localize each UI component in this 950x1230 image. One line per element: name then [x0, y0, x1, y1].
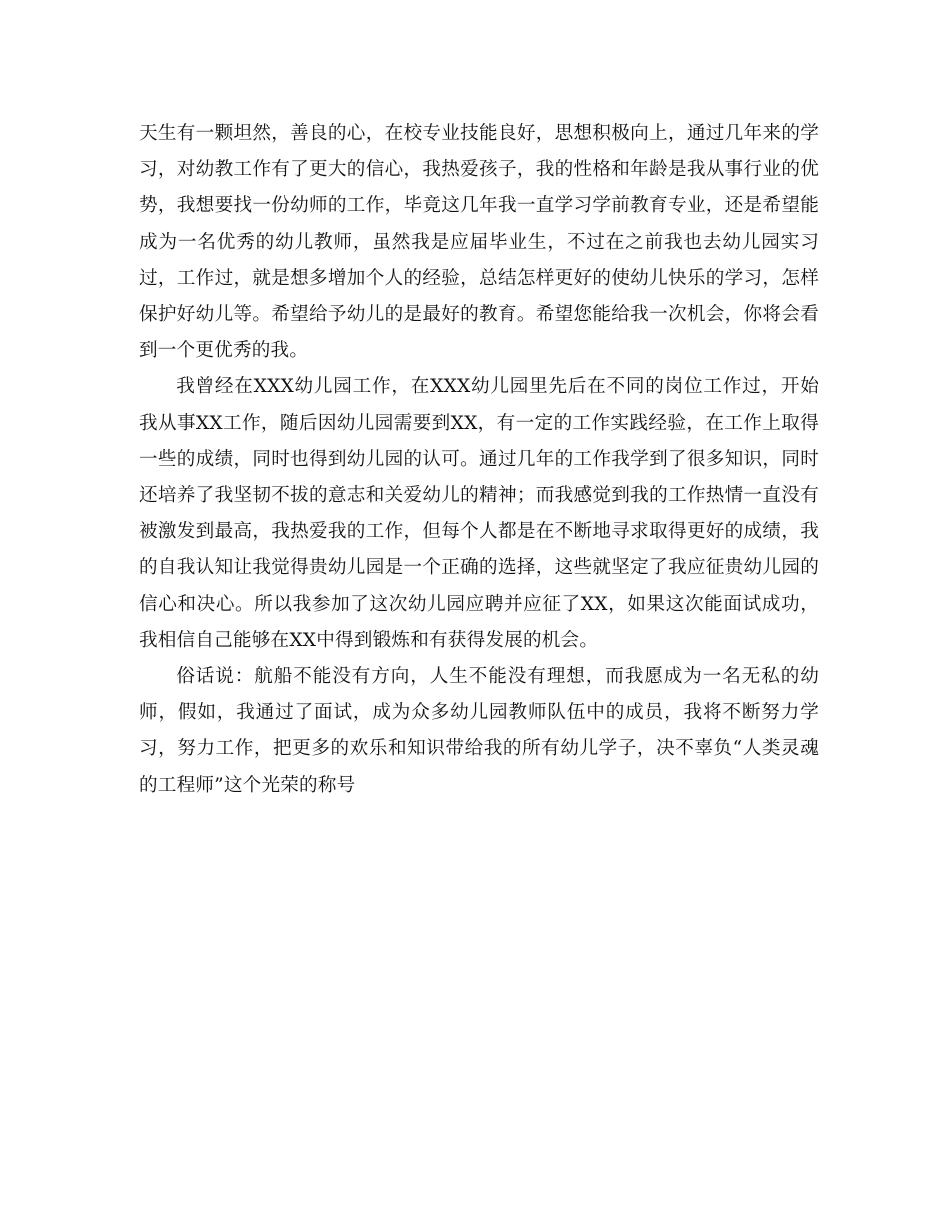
paragraph-3: 俗话说：航船不能没有方向，人生不能没有理想，而我愿成为一名无私的幼师，假如，我通过了面试，成为众多幼儿园教师队伍中的成员，我将不断努力学习，努力工作，把更多的欢乐和知识带给我的所有幼儿学子，决不辜负“人类灵魂的工程师”这个光荣的称号 [139, 666, 819, 796]
paragraph-2: 我曾经在XXX幼儿园工作，在XXX幼儿园里先后在不同的岗位工作过，开始我从事XX工作，随后因幼儿园需要到XX，有一定的工作实践经验，在工作上取得一些的成绩，同时也得到幼儿园的认可。通过几年的工作我学到了很多知识，同时还培养了我坚韧不拔的意志和关爱幼儿的精神；而我感觉到我的工作热情一直没有被激发到最高，我热爱我的工作，但每个人都是在不断地寻求取得更好的成绩，我的自我认知让我觉得贵幼儿园是一个正确的选择，这些就坚定了我应征贵幼儿园的信心和决心。所以我参加了这次幼儿园应聘并应征了XX，如果这次能面试成功，我相信自己能够在XX中得到锻炼和有获得发展的机会。 [139, 376, 819, 651]
paragraph-1: 天生有一颗坦然，善良的心，在校专业技能良好，思想积极向上，通过几年来的学习，对幼教工作有了更大的信心，我热爱孩子，我的性格和年龄是我从事行业的优势，我想要找一份幼师的工作，毕竟这几年我一直学习学前教育专业，还是希望能成为一名优秀的幼儿教师，虽然我是应届毕业生，不过在之前我也去幼儿园实习过，工作过，就是想多增加个人的经验，总结怎样更好的使幼儿快乐的学习，怎样保护好幼儿等。希望给予幼儿的是最好的教育。希望您能给我一次机会，你将会看到一个更优秀的我。 [139, 123, 819, 362]
document-body [139, 116, 819, 804]
